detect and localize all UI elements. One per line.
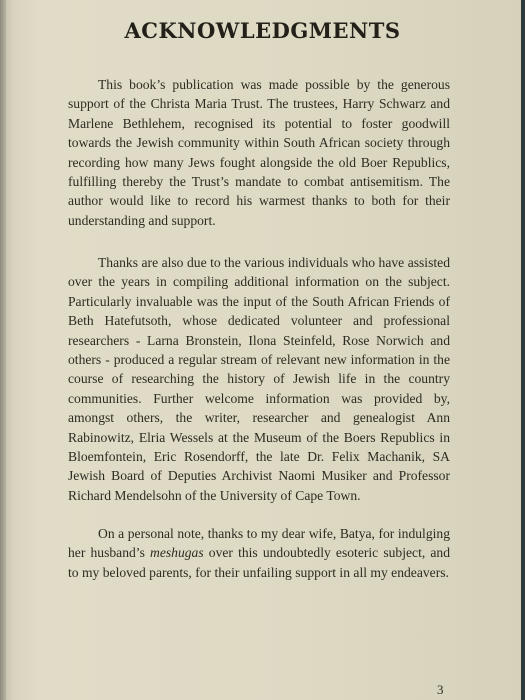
page-binding-edge — [0, 0, 6, 700]
paragraph-text-before: On a personal note, thanks to my dear wife, Batya, for indulging her husband’s — [68, 526, 450, 561]
paragraph-publication-thanks — [68, 75, 450, 230]
paragraph-italic-word: meshugas — [150, 545, 204, 561]
paragraph-text-after: over this undoubtedly esoteric subject, and to my beloved parents, for their unfailing support in all my endeavers. — [68, 545, 451, 580]
page-title: ACKNOWLEDGMENTS — [124, 18, 401, 43]
paragraph-text: Thanks are also due to the various individuals who have assisted over the years in compiling additional information on the subject. Particularly invaluable was the input of the South African Friends of Beth Hatefutsoth, whose dedicated volunteer and professional researchers - Larna Bronstein, Ilona Steinfeld, Rose Norwich and others - produced a regular stream of relevant new information in the course of researching the history of Jewish life in the country communities. Further welcome information was provided by, amongst others, the writer, researcher and genealogist Ann Rabinowitz, Elria Wessels at the Museum of the Boers Republics in Bloemfontein, Eric Rosendorff, the late Dr. Felix Machanik, SA Jewish Board of Deputies Archivist Naomi Musiker and Professor Richard Mendelsohn of the University of Cape Town. — [68, 255, 450, 503]
paragraph-text: This book’s publication was made possible by the generous support of the Christa Maria Trust. The trustees, Harry Schwarz and Marlene Bethlehem, recognised its potential to foster goodwill towards the Jewish community within South African society through recording how many Jews fought alongside the old Boer Republics, fulfilling thereby the Trust’s mandate to combat antisemitism. The author would like to record his warmest thanks to both for their understanding and support. — [68, 77, 450, 228]
paragraph-individual-thanks — [68, 253, 450, 505]
page-right-edge — [521, 0, 525, 700]
paragraph-personal-note — [68, 524, 450, 582]
page-number: 3 — [437, 682, 444, 697]
